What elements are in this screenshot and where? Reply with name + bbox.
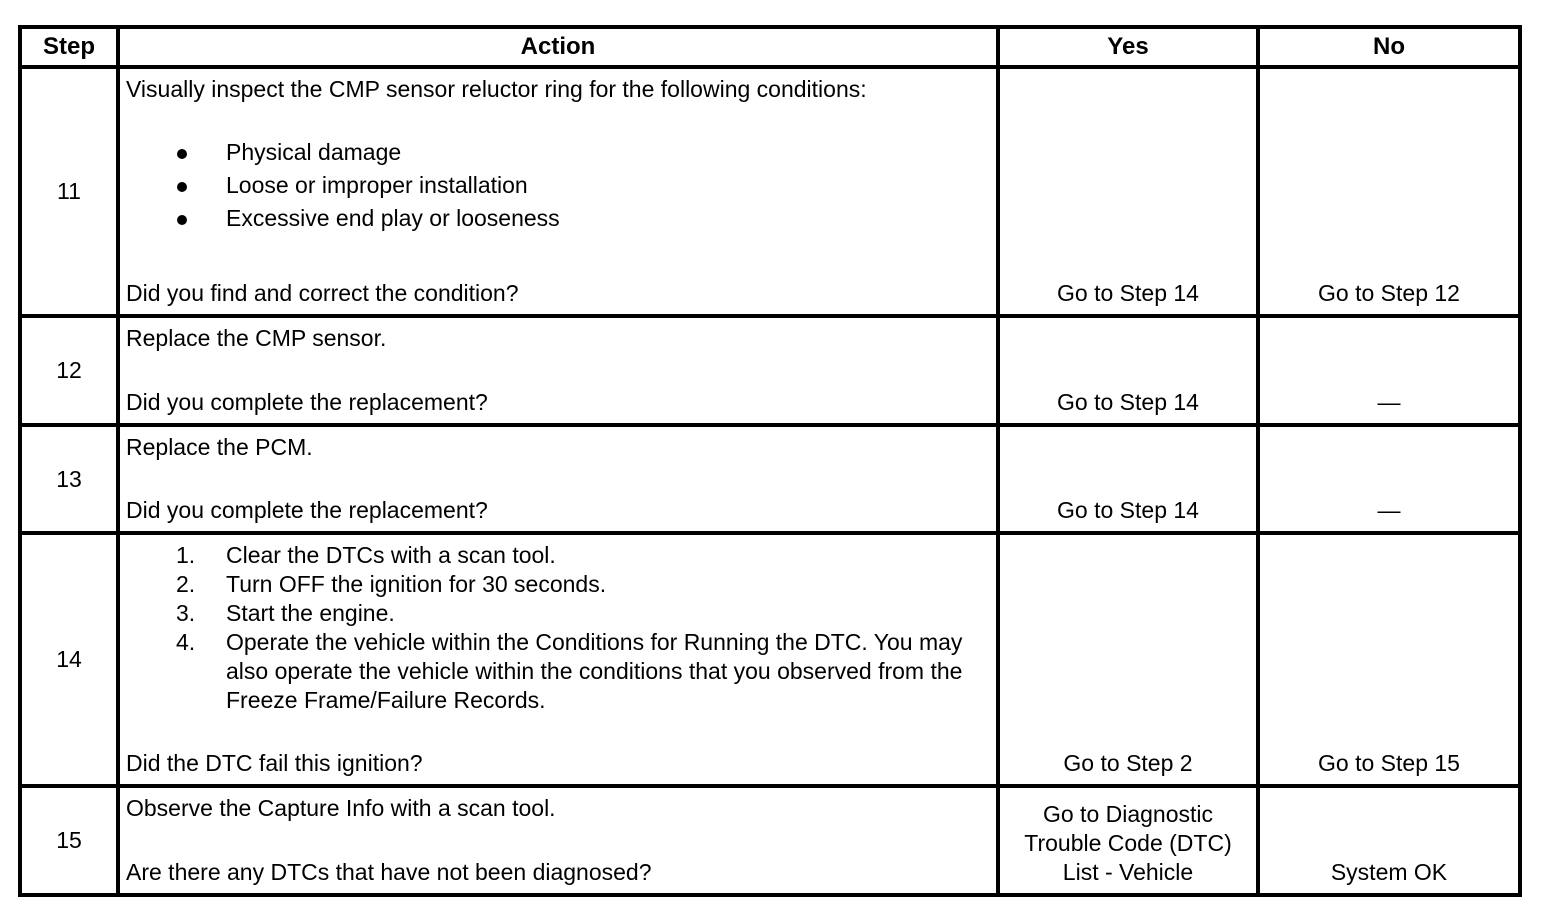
- list-item: Physical damage: [120, 136, 996, 169]
- bullet-icon: [177, 182, 187, 192]
- list-item: 1. Clear the DTCs with a scan tool.: [176, 542, 556, 569]
- table-row-step-13: [20, 425, 1520, 534]
- no-link[interactable]: Go to Step 15: [1318, 750, 1460, 777]
- action-cell: [118, 786, 998, 895]
- no-value: —: [1377, 388, 1401, 415]
- step-number: 13: [20, 425, 118, 534]
- no-cell: [1258, 67, 1520, 316]
- action-intro: Replace the CMP sensor.: [126, 325, 387, 352]
- list-item: 3. Start the engine.: [176, 600, 395, 627]
- step-number: 14: [20, 533, 118, 786]
- table-row-step-11: [20, 67, 1520, 316]
- action-intro: Observe the Capture Info with a scan tool.: [126, 795, 556, 822]
- yes-cell: [998, 67, 1258, 316]
- no-value: —: [1377, 497, 1401, 524]
- action-question: Did you complete the replacement?: [126, 388, 488, 415]
- action-question: Did you find and correct the condition?: [126, 280, 519, 307]
- yes-link[interactable]: Go to Step 14: [1057, 280, 1199, 307]
- list-item: 2. Turn OFF the ignition for 30 seconds.: [176, 571, 607, 598]
- no-cell: [1258, 425, 1520, 534]
- header-row: [20, 27, 1520, 67]
- table-row-step-12: [20, 316, 1520, 425]
- action-cell: [118, 425, 998, 534]
- condition-list: [120, 136, 996, 235]
- action-cell: [118, 533, 998, 786]
- action-question: Are there any DTCs that have not been diagnosed?: [126, 859, 652, 885]
- yes-cell: [998, 425, 1258, 534]
- table-row-step-15: [20, 786, 1520, 895]
- yes-link[interactable]: Go to Step 14: [1057, 497, 1199, 524]
- bullet-icon: [177, 215, 187, 225]
- action-cell: [118, 67, 998, 316]
- action-cell: [118, 316, 998, 425]
- bullet-icon: [177, 149, 187, 159]
- action-question: Did you complete the replacement?: [126, 497, 488, 524]
- list-item: Excessive end play or looseness: [120, 202, 996, 235]
- header-yes: Yes: [998, 27, 1258, 67]
- action-intro: Replace the PCM.: [126, 433, 313, 460]
- no-link[interactable]: Go to Step 12: [1318, 280, 1460, 307]
- no-cell: [1258, 533, 1520, 786]
- diagnostic-table: [18, 25, 1522, 897]
- yes-link[interactable]: Go to Diagnostic Trouble Code (DTC) List - Vehicle: [1024, 801, 1232, 885]
- yes-cell: [998, 786, 1258, 895]
- yes-link[interactable]: Go to Step 2: [1063, 750, 1193, 777]
- step-number: 11: [20, 67, 118, 316]
- header-action: Action: [118, 27, 998, 67]
- step-number: 15: [20, 786, 118, 895]
- yes-cell: [998, 316, 1258, 425]
- no-value: System OK: [1330, 859, 1448, 885]
- yes-cell: [998, 533, 1258, 786]
- header-no: No: [1258, 27, 1520, 67]
- yes-link[interactable]: Go to Step 14: [1057, 388, 1199, 415]
- table-row-step-14: [20, 533, 1520, 786]
- header-step: Step: [20, 27, 118, 67]
- action-question: Did the DTC fail this ignition?: [126, 750, 423, 777]
- procedure-list: [120, 535, 996, 715]
- action-intro: Visually inspect the CMP sensor reluctor ring for the following conditions:: [126, 76, 867, 103]
- list-item: 4. Operate the vehicle within the Conditions for Running the DTC. You may also operate the vehicle within the conditions that you observed from the Freeze Frame/Failure Records.: [176, 629, 963, 714]
- no-cell: [1258, 316, 1520, 425]
- no-cell: [1258, 786, 1520, 895]
- step-number: 12: [20, 316, 118, 425]
- list-item: Loose or improper installation: [120, 169, 996, 202]
